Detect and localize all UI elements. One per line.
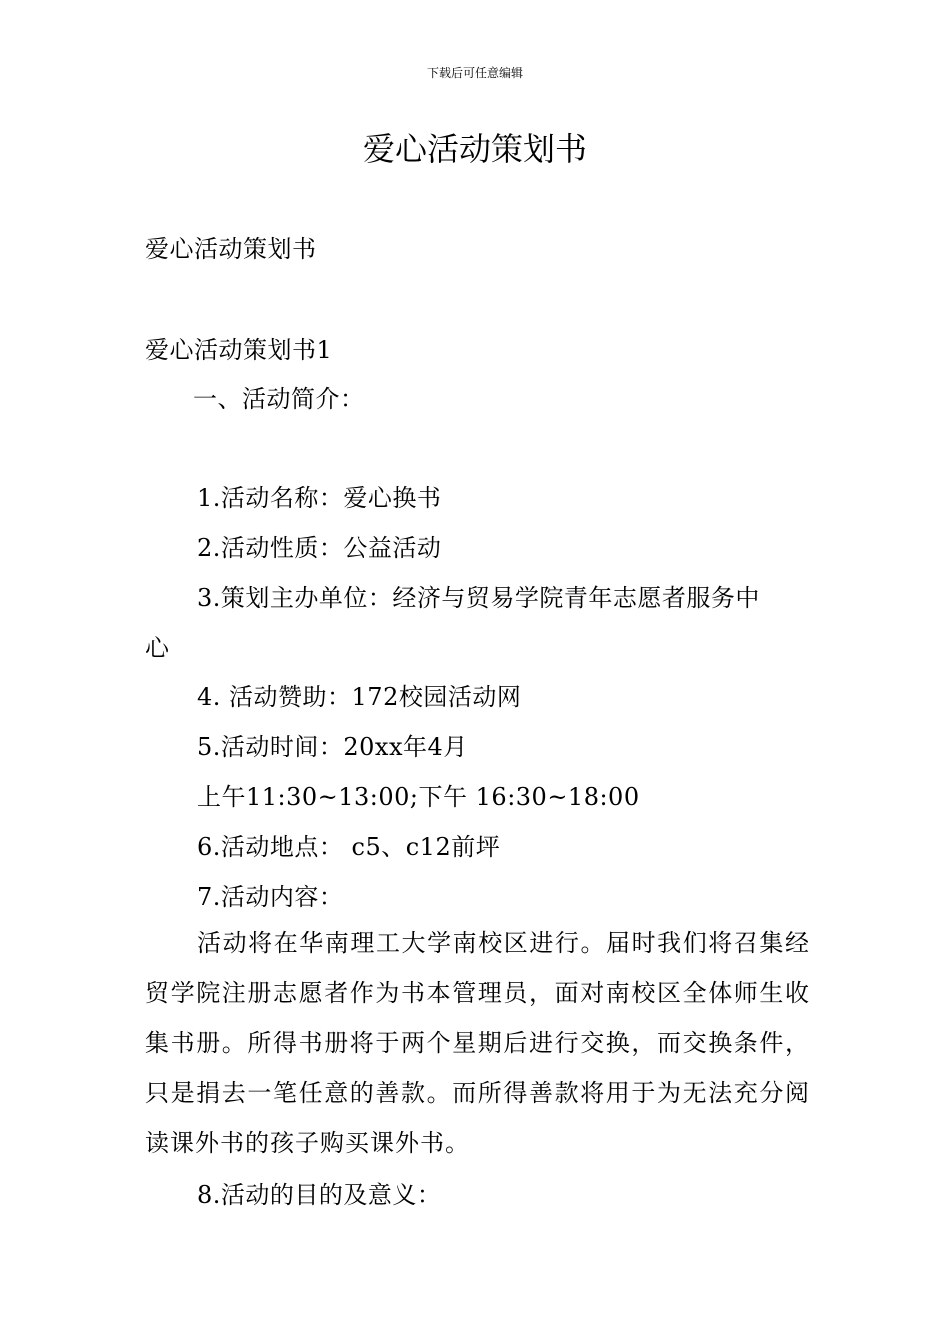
item-sponsor: 4. 活动赞助：172校园活动网 [197,683,522,711]
page-header-note: 下载后可任意编辑 [426,66,523,80]
item-time-detail: 上午11:30~13:00;下午 16:30~18:00 [197,783,640,811]
document-subtitle: 爱心活动策划书 [145,235,317,263]
item-time: 5.活动时间：20xx年4月 [197,733,468,761]
item-purpose-label: 8.活动的目的及意义： [197,1181,442,1209]
item-activity-nature: 2.活动性质：公益活动 [197,534,442,562]
item-organizer: 3.策划主办单位：经济与贸易学院青年志愿者服务中 [197,584,760,612]
item-organizer-continued: 心 [145,634,170,662]
item-location: 6.活动地点： c5、c12前坪 [197,833,501,861]
section-heading: 爱心活动策划书1 [145,336,333,364]
part-heading: 一、活动简介： [193,385,365,413]
item-content-label: 7.活动内容： [197,883,344,911]
item-activity-name: 1.活动名称：爱心换书 [197,484,442,512]
content-paragraph: 活动将在华南理工大学南校区进行。届时我们将召集经贸学院注册志愿者作为书本管理员，面对南校区全体师生收集书册。所得书册将于两个星期后进行交换，而交换条件，只是捐去一笔任意的善款。而所得善款将用于为无法充分阅读课外书的孩子购买课外书。 [145,929,810,1157]
document-title: 爱心活动策划书 [362,130,587,168]
